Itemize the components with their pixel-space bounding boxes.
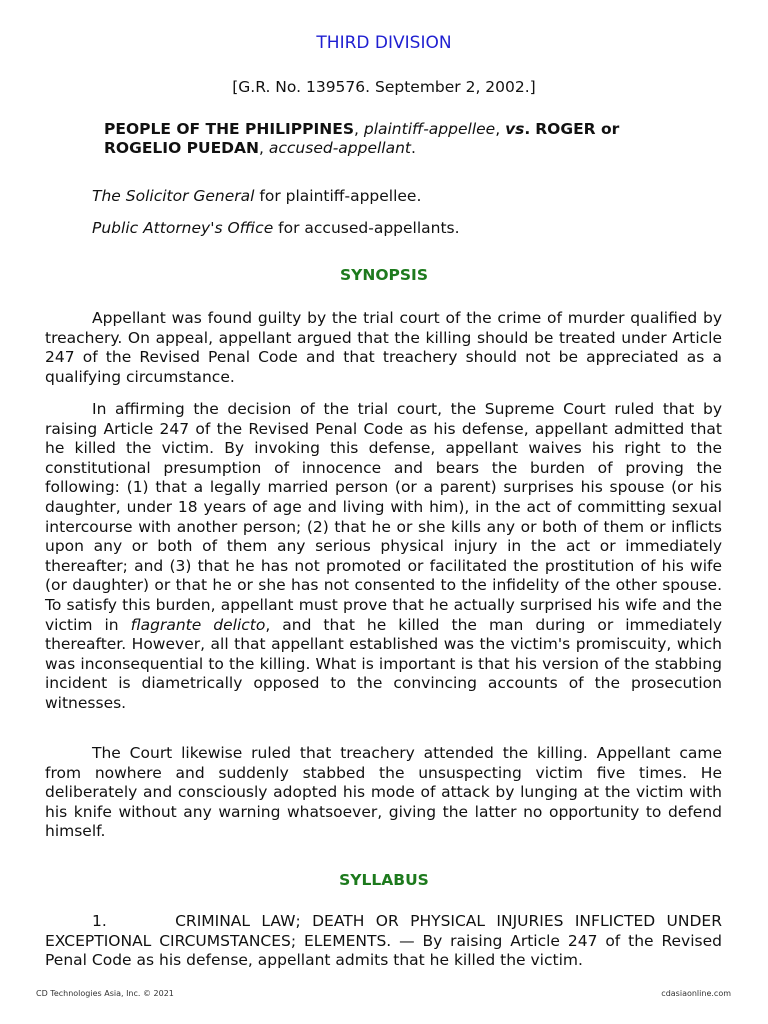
synopsis-p2-text-b: , and that he killed the man during or immediately thereafter. However, all that appellant established was the victim's promiscuity, which was inconsequential to the killing. What is important is that his version of the stabbing incident is diametrically opposed to the convincing accounts of the prosecution witnesses. — [45, 615, 722, 712]
footer-copyright: CD Technologies Asia, Inc. © 2021 — [36, 989, 174, 998]
footer-website: cdasiaonline.com — [661, 989, 731, 998]
counsel-accused — [92, 219, 460, 237]
division-heading: THIRD DIVISION — [316, 33, 452, 53]
versus-label: vs — [505, 120, 525, 138]
pao-for: for accused-appellants. — [278, 219, 460, 237]
accused-name-part2: ROGELIO PUEDAN — [104, 139, 260, 157]
accused-name-part1: ROGER or — [535, 120, 620, 138]
case-number: [G.R. No. 139576. September 2, 2002.] — [232, 78, 536, 96]
public-attorney: Public Attorney's Office — [92, 219, 274, 237]
plaintiff-role: plaintiff-appellee — [363, 120, 496, 138]
synopsis-paragraph-1: Appellant was found guilty by the trial court of the crime of murder qualified by treachery. On appeal, appellant argued that the killing should be treated under Article 247 of the Revised Penal Code and that treachery should not be appreciated as a qualifying circumstance. — [45, 309, 722, 386]
solicitor-for: for plaintiff-appellee. — [259, 187, 422, 205]
synopsis-paragraph-3: The Court likewise ruled that treachery attended the killing. Appellant came from nowhere and suddenly stabbed the unsuspecting victim five times. He deliberately and consciously adopted his mode of attack by lunging at the victim with his knife without any warning whatsoever, giving the latter no opportunity to defend himself. — [45, 744, 722, 841]
synopsis-paragraph-2 — [45, 400, 722, 714]
counsel-plaintiff — [92, 187, 421, 205]
solicitor-general: The Solicitor General — [92, 187, 255, 205]
case-parties: PEOPLE OF THE PHILIPPINES, plaintiff-appellee, vs. ROGER or ROGELIO PUEDAN, accused-appellant. — [104, 120, 620, 157]
synopsis-heading: SYNOPSIS — [340, 266, 428, 284]
accused-role: accused-appellant — [268, 139, 412, 157]
flagrante-delicto: flagrante delicto — [130, 615, 266, 634]
syllabus-heading: SYLLABUS — [339, 871, 429, 889]
synopsis-p2-text-a: In affirming the decision of the trial court, the Supreme Court ruled that by raising Article 247 of the Revised Penal Code as his defense, appellant admitted that he killed the victim. By invoking this defense, appellant waives his right to the constitutional presumption of innocence and bears the burden of proving the following: (1) that a legally married person (or a parent) surprises his spouse (or his daughter, under 18 years of age and living with him), in the act of committing sexual intercourse with another person; (2) that he or she kills any or both of them or inflicts upon any or both of them any serious physical injury in the act or immediately thereafter; and (3) that he has not promoted or facilitated the prostitution of his wife (or daughter) or that he or she has not consented to the infidelity of the other spouse. To satisfy this burden, appellant must prove that he actually surprised his wife and the victim in — [45, 400, 722, 634]
syllabus-paragraph-1: 1. CRIMINAL LAW; DEATH OR PHYSICAL INJURIES INFLICTED UNDER EXCEPTIONAL CIRCUMSTANCES; ELEMENTS. — By raising Article 247 of the Revised Penal Code as his defense, appellant admits that he killed the victim. — [45, 912, 722, 970]
plaintiff-name: PEOPLE OF THE PHILIPPINES — [104, 120, 354, 138]
